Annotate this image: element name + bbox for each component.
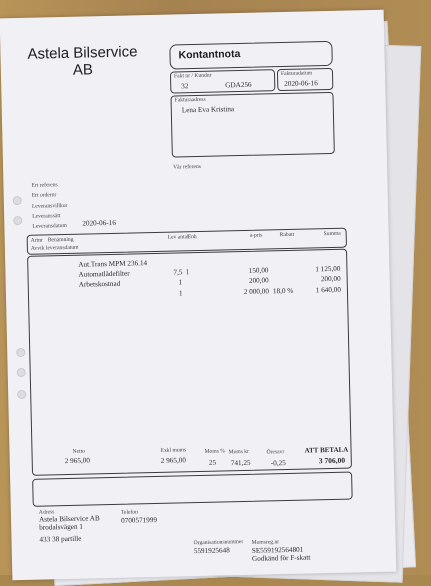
rounding-value: -0,25 <box>270 459 286 468</box>
row-price: 200,00 <box>248 276 269 285</box>
footer-phone-label: Telefon <box>120 509 139 516</box>
punch-hole <box>13 216 22 225</box>
col-price: á-pris <box>249 232 263 239</box>
to-pay-value: 3 706,00 <box>318 455 346 466</box>
punch-hole <box>16 348 25 357</box>
your-ref-label: Vår referens <box>173 163 201 171</box>
footer-address-line1: Astela Bilservice AB <box>38 514 100 524</box>
netto-value: 2 965,00 <box>64 456 90 466</box>
vat-pct-value: 25 <box>208 458 217 467</box>
row-unit: l <box>186 268 189 277</box>
invoice-no: 32 <box>181 82 189 91</box>
row-sum: 1 640,00 <box>315 285 342 295</box>
footer-ftax: Godkänd för F-skatt <box>251 553 311 563</box>
row-sum: 200,00 <box>320 274 341 284</box>
footer-phone: 0700571999 <box>121 515 158 525</box>
table-body-box <box>27 249 352 476</box>
delivery-date: 2020-06-16 <box>82 218 116 228</box>
row-price: 150,00 <box>248 266 269 275</box>
punch-hole <box>17 368 26 377</box>
footer-vat-no: SE559192564801 <box>251 545 304 555</box>
row-price: 2 000,00 <box>243 287 270 296</box>
billing-address-box <box>170 92 334 158</box>
row-description: Automatlådefilter <box>78 269 130 279</box>
footer-vat-label: Momsreg.nr <box>251 539 280 546</box>
col-discount: Rabatt <box>279 231 295 239</box>
vat-pct-label: Moms % <box>204 448 225 455</box>
row-qty: 1 <box>178 289 183 298</box>
billing-address-label: Fakturaadress <box>174 96 206 104</box>
footer-address-line2: brodalsvägen 1 <box>39 522 84 532</box>
invoice-date-box <box>277 68 333 91</box>
row-description: Arbetskostnad <box>78 279 121 289</box>
customer-code: GDA256 <box>225 80 252 90</box>
delivery-terms-label: Leveransvillkor <box>31 202 68 210</box>
vat-kr-value: 741,25 <box>230 458 251 468</box>
title-box <box>169 41 333 70</box>
to-pay-label: ATT BETALA <box>304 445 349 455</box>
our-ref-label: Ert referens <box>31 182 58 189</box>
row-discount: 18,0 % <box>272 286 294 296</box>
col-qty: Lev antal <box>167 234 189 241</box>
col-article: Artnr <box>30 237 43 244</box>
col-unit: Enh <box>187 234 197 241</box>
customer-name: Lena Eva Kristina <box>181 105 235 115</box>
vat-kr-label: Moms kr <box>228 448 249 456</box>
invoice-date-label: Fakturadatum <box>280 70 313 78</box>
company-name-line1: Astela Bilservice <box>27 43 138 63</box>
netto-label: Netto <box>72 448 86 455</box>
col-subheader: Avvik leveransdatum <box>30 244 79 252</box>
punch-hole <box>13 196 22 205</box>
company-name-line2: AB <box>72 61 94 79</box>
invoice-number-box <box>170 69 275 93</box>
punch-hole <box>17 390 26 399</box>
footer-org-label: Organisationsnummer <box>193 539 244 547</box>
excl-vat-label: Exkl moms <box>160 447 187 454</box>
footer-org-no: 5591925648 <box>193 546 230 556</box>
footer-address-line3: 433 38 partille <box>39 534 82 544</box>
invoice-sheet <box>0 10 396 581</box>
row-description: Aut.Trans MPM 236.14 <box>78 259 148 269</box>
row-qty: 7,5 <box>173 268 183 277</box>
excl-vat-value: 2 965,00 <box>160 456 186 465</box>
row-sum: 1 125,00 <box>315 264 341 274</box>
customer-no-label: Fakt nr / Kundnr <box>173 72 212 80</box>
invoice-date: 2020-06-16 <box>284 79 318 88</box>
delivery-method-label: Leveranssätt <box>32 213 61 220</box>
delivery-date-label: Leveransdatum <box>32 222 67 230</box>
message-box <box>32 472 353 507</box>
rounding-label: Öresavr <box>266 449 285 456</box>
document-title: Kontantnota <box>178 47 241 62</box>
col-sum: Summa <box>323 230 341 238</box>
col-description: Benämning <box>47 236 74 244</box>
order-no-label: Ert ordernr <box>31 192 57 199</box>
footer-address-label: Adress <box>38 509 55 516</box>
company-name <box>22 43 143 80</box>
row-qty: 1 <box>178 278 183 287</box>
